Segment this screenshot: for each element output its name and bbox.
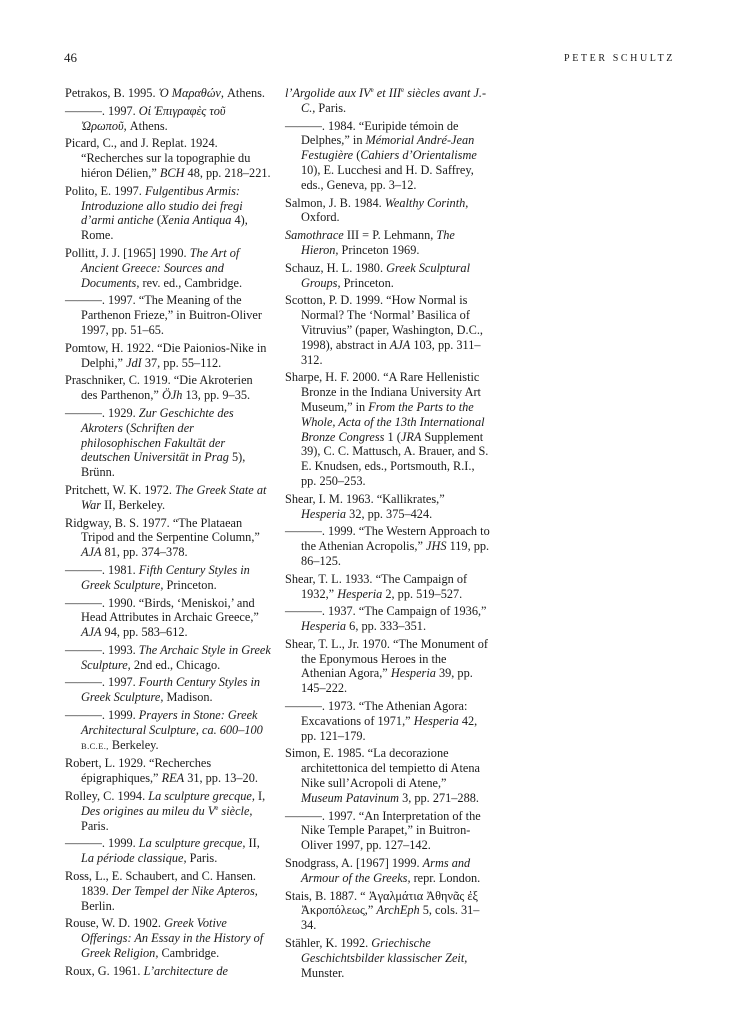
bibliography-entry: Petrakos, B. 1995. Ὁ Μαραθών, Athens. xyxy=(65,86,265,100)
bibliography-entry: Rouse, W. D. 1902. Greek Votive Offerings: An Essay in the History of Greek Religion, Cambridge. xyxy=(65,916,264,961)
bibliography-entry: ———. 1997. “An Interpretation of the Nike Temple Parapet,” in Buitron-Oliver 1997, pp. 127–142. xyxy=(285,808,481,853)
bibliography-entry: Scotton, P. D. 1999. “How Normal is Normal? The ‘Normal’ Basilica of Vitruvius” (paper, Washington, D.C., 1998), abstract in AJA 103, pp. 311–312. xyxy=(285,293,483,367)
bibliography-entry: ———. 1937. “The Campaign of 1936,” Hesperia 6, pp. 333–351. xyxy=(285,604,487,634)
bibliography-entry: Shear, T. L. 1933. “The Campaign of 1932,” Hesperia 2, pp. 519–527. xyxy=(285,571,468,601)
bibliography-entry: Shear, I. M. 1963. “Kallikrates,” Hesperia 32, pp. 375–424. xyxy=(285,491,445,521)
bibliography-entry: Roux, G. 1961. L’architecture de xyxy=(65,963,228,978)
bibliography-entry: Simon, E. 1985. “La decorazione architettonica del tempietto di Atena Nike sull’Acropoli di Atene,” Museum Patavinum 3, pp. 271–288. xyxy=(285,746,480,805)
bibliography-entry: l’Argolide aux IVe et IIIe siècles avant J.-C., Paris. xyxy=(285,85,487,115)
bibliography-entry: Sharpe, H. F. 2000. “A Rare Hellenistic Bronze in the Indiana University Art Museum,” in From the Parts to the Whole, Acta of the 13th International Bronze Congress 1 (JRA Supplement 39), C. C. Mattusch, A. Brauer, and S. E. Knudsen, eds., Portsmouth, R.I., pp. 250–253. xyxy=(285,370,489,488)
bibliography-entry: ———. 1984. “Euripide témoin de Delphes,” in Mémorial André-Jean Festugière (Cahiers d’Orientalisme 10), E. Lucchesi and H. D. Saffrey, eds., Geneva, pp. 3–12. xyxy=(285,118,477,192)
bibliography-entry: ———. 1929. Zur Geschichte des Akroters (Schriften der philosophischen Fakultät der deutschen Universität in Prag 5), Brünn. xyxy=(65,405,246,480)
bibliography-entry: Schauz, H. L. 1980. Greek Sculptural Groups, Princeton. xyxy=(285,260,470,290)
bibliography-entry: Robert, L. 1929. “Recherches épigraphiques,” REA 31, pp. 13–20. xyxy=(65,756,258,786)
bibliography-entry: Ridgway, B. S. 1977. “The Plataean Tripod and the Serpentine Column,” AJA 81, pp. 374–378. xyxy=(65,515,260,560)
bibliography-entry: Salmon, J. B. 1984. Wealthy Corinth, Oxford. xyxy=(285,195,469,225)
bibliography-entry: Rolley, C. 1994. La sculpture grecque, I, Des origines au mileu du Ve siècle, Paris. xyxy=(65,789,266,833)
bibliography-entry: ———. 1999. Prayers in Stone: Greek Architectural Sculpture, ca. 600–100 B.C.E., Berkeley. xyxy=(65,708,263,752)
bibliography-entry: Pollitt, J. J. [1965] 1990. The Art of Ancient Greece: Sources and Documents, rev. ed., Cambridge. xyxy=(65,245,243,290)
bibliography-entry: Praschniker, C. 1919. “Die Akroterien des Parthenon,” ÖJh 13, pp. 9–35. xyxy=(65,373,253,403)
bibliography-entry: Samothrace III = P. Lehmann, The Hieron, Princeton 1969. xyxy=(285,228,455,257)
bibliography-entry: Picard, C., and J. Replat. 1924. “Recherches sur la topographie du hiéron Délien,” BCH 48, pp. 218–221. xyxy=(65,136,271,180)
bibliography-entry: ———. 1997. Οἱ Ἐπιγραφὲς τοῦ Ὠρωποῦ, Athens. xyxy=(65,103,226,133)
bibliography-entry: ———. 1973. “The Athenian Agora: Excavations of 1971,” Hesperia 42, pp. 121–179. xyxy=(285,699,478,743)
bibliography-entry: Shear, T. L., Jr. 1970. “The Monument of the Eponymous Heroes in the Athenian Agora,” Hesperia 39, pp. 145–222. xyxy=(285,636,488,696)
bibliography-entry: ———. 1990. “Birds, ‘Meniskoi,’ and Head Attributes in Archaic Greece,” AJA 94, pp. 583–612. xyxy=(65,595,259,640)
bibliography-entry: ———. 1999. La sculpture grecque, II, La période classique, Paris. xyxy=(65,836,260,866)
running-head: PETER SCHULTZ xyxy=(564,53,675,64)
bibliography-entry: Polito, E. 1997. Fulgentibus Armis: Introduzione allo studio dei fregi d’armi antiche (Xenia Antiqua 4), Rome. xyxy=(65,183,248,243)
bibliography-entry: ———. 1981. Fifth Century Styles in Greek Sculpture, Princeton. xyxy=(65,562,250,592)
bibliography-entry: Ross, L., E. Schaubert, and C. Hansen. 1839. Der Tempel der Nike Apteros, Berlin. xyxy=(65,869,258,913)
bibliography-entry: ———. 1999. “The Western Approach to the Athenian Acropolis,” JHS 119, pp. 86–125. xyxy=(285,524,490,568)
bibliography-entry: Pritchett, W. K. 1972. The Greek State at War II, Berkeley. xyxy=(65,482,267,512)
page-number: 46 xyxy=(64,50,77,65)
bibliography-entry: ———. 1997. “The Meaning of the Parthenon Frieze,” in Buitron-Oliver 1997, pp. 51–65. xyxy=(65,293,262,337)
bibliography-entry: ———. 1997. Fourth Century Styles in Greek Sculpture, Madison. xyxy=(65,675,261,705)
bibliography-column-right xyxy=(285,86,491,983)
bibliography-entry: Snodgrass, A. [1967] 1999. Arms and Armour of the Greeks, repr. London. xyxy=(285,856,481,885)
bibliography-entry: Pomtow, H. 1922. “Die Paionios-Nike in Delphi,” JdI 37, pp. 55–112. xyxy=(65,340,267,370)
bibliography-entry: Stais, B. 1887. “ Ἀγαλμάτια Ἀθηνᾶς ἐξ Ἀκροπόλεως,” ArchEph 5, cols. 31–34. xyxy=(285,888,480,933)
bibliography-entry: ———. 1993. The Archaic Style in Greek Sculpture, 2nd ed., Chicago. xyxy=(65,642,271,672)
bibliography-entry: Stähler, K. 1992. Griechische Geschichtsbilder klassischer Zeit, Munster. xyxy=(285,936,468,980)
bibliography-column-left xyxy=(65,86,271,982)
